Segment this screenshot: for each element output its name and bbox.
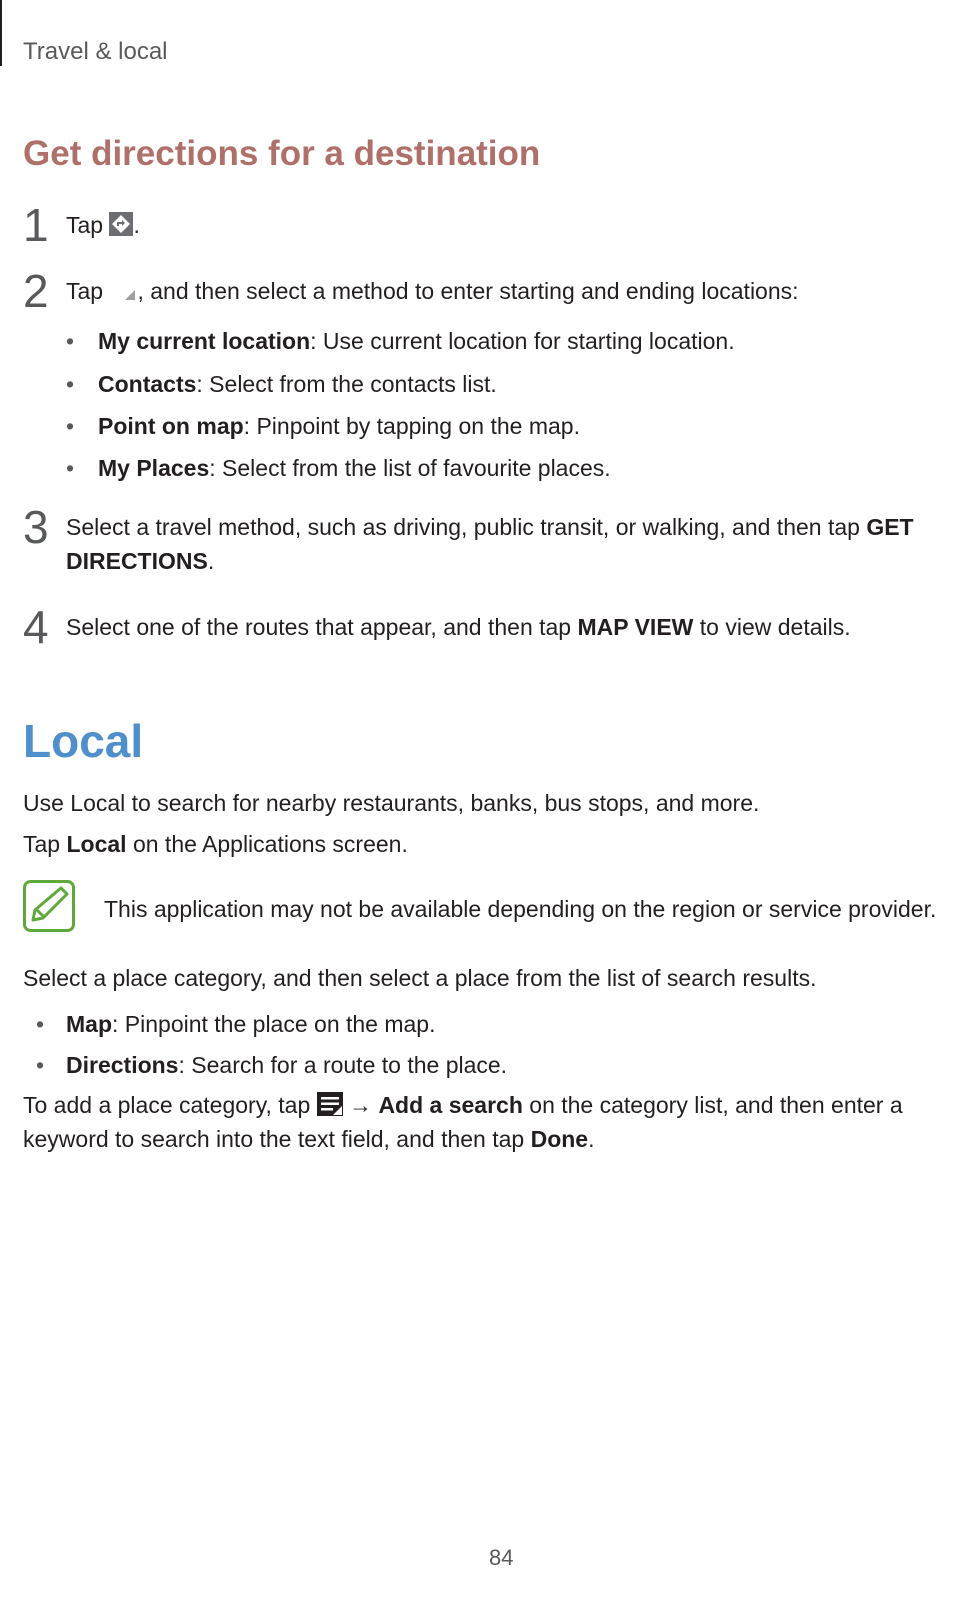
option-term: My current location [98, 328, 311, 354]
step-number: 4 [23, 601, 49, 653]
directions-icon [109, 212, 133, 242]
step-text: Tap [66, 278, 104, 304]
option-desc: : Select from the list of favourite places. [209, 455, 611, 481]
done-label: Done [530, 1126, 589, 1152]
option-term: Contacts [98, 371, 197, 397]
step-text: Select a travel method, such as driving, public transit, or walking, and then tap [66, 514, 867, 540]
page-number: 84 [489, 1545, 514, 1570]
option-desc: : Use current location for starting location. [310, 328, 735, 354]
option-desc: : Search for a route to the place. [178, 1052, 508, 1078]
step-number: 2 [23, 265, 49, 317]
step-number: 3 [23, 501, 49, 553]
option-term: Directions [66, 1052, 179, 1078]
margin-rule [0, 0, 2, 66]
availability-note: This application may not be available depending on the region or service provider. [104, 896, 937, 922]
option-desc: : Pinpoint by tapping on the map. [243, 413, 580, 439]
step-text: Tap [66, 212, 104, 238]
section-title-local: Local [23, 715, 144, 767]
step-text-end: . [207, 548, 215, 574]
local-select: Select a place category, and then select a place from the list of search results. [23, 965, 817, 991]
page-header: Travel & local [23, 38, 168, 65]
add-search-label: Add a search [378, 1092, 523, 1118]
step-bold: DIRECTIONS [66, 548, 208, 574]
note-pencil-icon [23, 880, 75, 932]
step-text: Select one of the routes that appear, and then tap [66, 614, 578, 640]
section-title-directions: Get directions for a destination [23, 134, 541, 173]
add-category-line-1: To add a place category, tap → Add a search on the category list, and then enter a [23, 1092, 903, 1122]
local-tap: Tap Local on the Applications screen. [23, 831, 408, 857]
step-text-end: . [133, 212, 140, 238]
step-number: 1 [23, 199, 49, 251]
step-bold: MAP VIEW [577, 614, 694, 640]
option-term: Point on map [98, 413, 244, 439]
step-text-end: , and then select a method to enter starting and ending locations: [137, 278, 799, 304]
step-bold: GET [866, 514, 914, 540]
option-desc: : Select from the contacts list. [196, 371, 497, 397]
option-term: My Places [98, 455, 210, 481]
add-category-line-2: keyword to search into the text field, and then tap Done. [23, 1126, 595, 1152]
menu-icon [317, 1092, 343, 1122]
local-app-name: Local [66, 831, 127, 857]
option-term: Map [66, 1011, 112, 1037]
step-text-end: to view details. [693, 614, 851, 640]
dropdown-corner-icon [109, 281, 137, 308]
option-desc: : Pinpoint the place on the map. [112, 1011, 436, 1037]
local-intro: Use Local to search for nearby restaurants, banks, bus stops, and more. [23, 790, 760, 816]
